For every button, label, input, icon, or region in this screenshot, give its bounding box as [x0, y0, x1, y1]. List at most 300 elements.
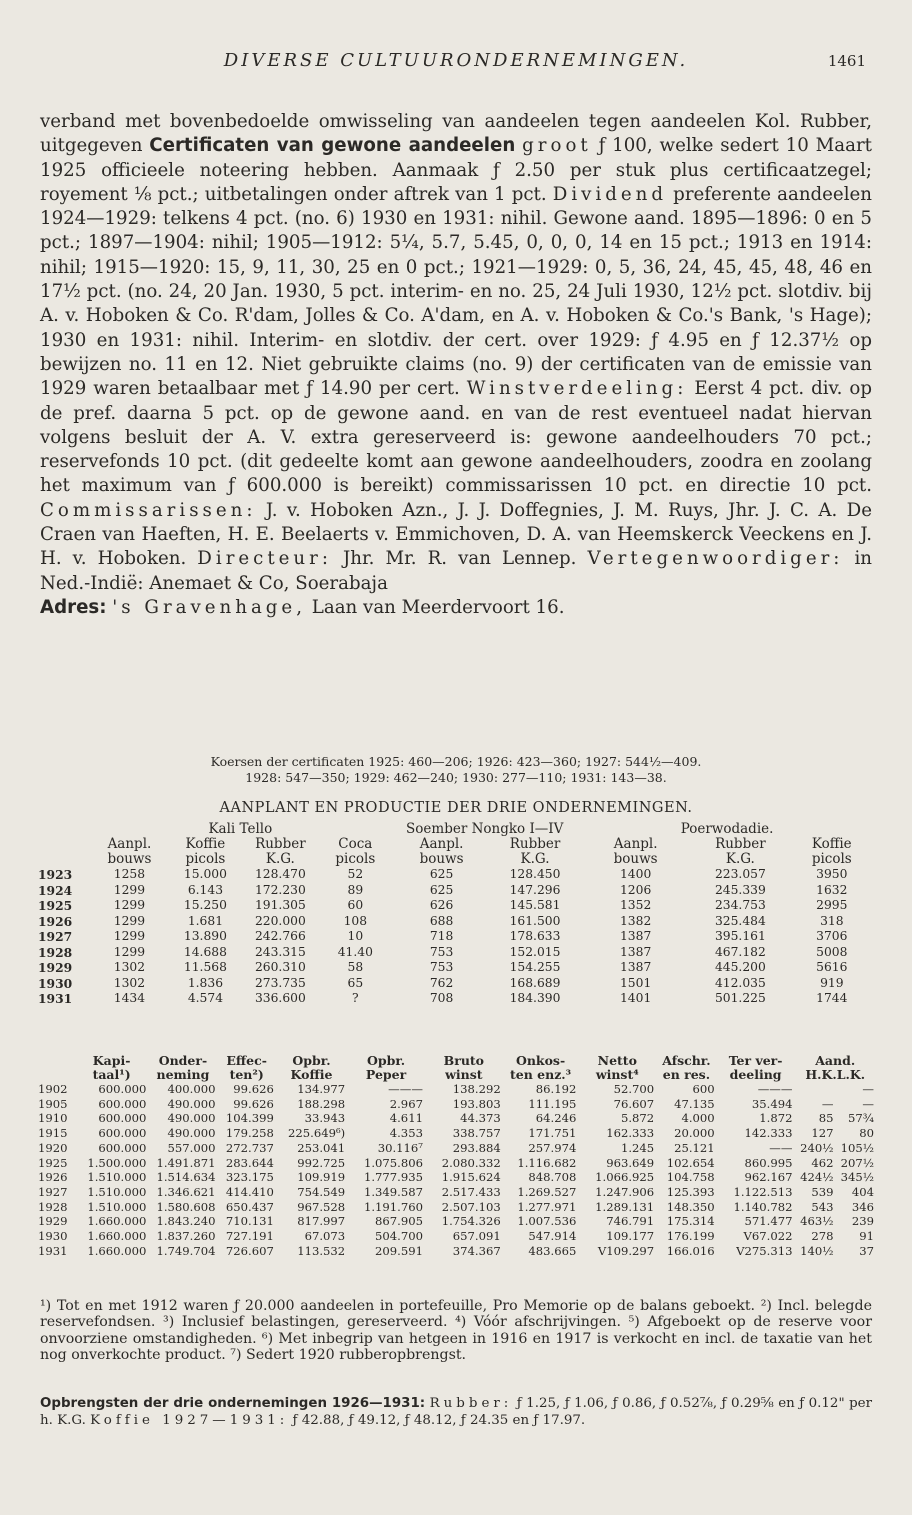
- table-row: [36, 945, 876, 961]
- table-cell: 1387: [619, 929, 652, 943]
- table-cell: 848.708: [528, 1170, 577, 1185]
- year-cell: 1928: [38, 1199, 68, 1214]
- table-cell: 104.758: [666, 1170, 715, 1185]
- year-cell: 1931: [38, 991, 73, 1006]
- table-cell: 33.943: [304, 1111, 346, 1126]
- table-cell: 1.349.587: [363, 1184, 423, 1199]
- table-cell: 13.890: [183, 929, 227, 943]
- text-segment: J. v. Hoboken Azn., J. J. Doffegnies, J. M. Ruys, Jhr. J. C. A. De Craen van Haeften, H. E. Beelaerts v. Emmichoven, D. A. van Heemskerck Veeckens en J. H. v. Hoboken.: [40, 499, 872, 570]
- table-cell: 108: [343, 913, 368, 928]
- table-cell: 178.633: [509, 929, 561, 943]
- table-cell: 207½: [840, 1155, 874, 1170]
- table-cell: 86.192: [535, 1082, 577, 1096]
- table-cell: 134.977: [297, 1082, 346, 1096]
- table-row: [36, 991, 876, 1007]
- table-cell: 1.269.527: [517, 1184, 577, 1199]
- unit-header: K.G.: [265, 851, 295, 867]
- table-cell: 188.298: [297, 1096, 346, 1111]
- table-cell: 395.161: [714, 929, 766, 943]
- table-row: [36, 1097, 876, 1112]
- table-cell: 992.725: [297, 1155, 346, 1170]
- table-cell: 860.995: [744, 1155, 793, 1170]
- table-cell: 1.066.925: [595, 1170, 655, 1185]
- table-cell: 253.041: [297, 1140, 346, 1155]
- column-header: Netto: [597, 1053, 637, 1068]
- empty-cell: [36, 1068, 75, 1082]
- table-cell: 179.258: [225, 1126, 274, 1141]
- table-row: [36, 1244, 876, 1259]
- table-cell: 1.247.906: [595, 1184, 655, 1199]
- table-cell: 1299: [113, 882, 146, 897]
- table-cell: 1.007.536: [517, 1214, 577, 1229]
- year-cell: 1905: [38, 1096, 68, 1111]
- table-cell: 753: [429, 944, 454, 959]
- text-segment: ƒ 100, welke sedert 10 Maart 1925 officieele noteering hebben. Aanmaak ƒ 2.50 per stuk plus certificaatzegel; royement ⅛ pct.; uitbetalingen onder aftrek van 1 pct.: [40, 135, 872, 205]
- table-row: [36, 1082, 876, 1097]
- table-cell: 338.757: [452, 1126, 501, 1141]
- koersen-line-2: 1928: 547—350; 1929: 462—240; 1930: 277—110; 1931: 143—38.: [245, 770, 667, 785]
- text-segment: in Ned.-Indië: Anemaet & Co, Soerabaja: [40, 548, 872, 594]
- table-cell: —: [862, 1096, 874, 1111]
- table-cell: 128.450: [509, 867, 561, 881]
- empty-cell: [36, 852, 89, 867]
- column-header: en res.: [662, 1067, 711, 1082]
- table-cell: 1744: [816, 991, 848, 1005]
- table-row: [36, 914, 876, 930]
- column-header: ten²): [229, 1067, 264, 1082]
- table-cell: 171.751: [528, 1126, 577, 1141]
- column-header: neming: [156, 1067, 210, 1082]
- table-cell: 172.230: [254, 882, 306, 897]
- table-cell: 727.191: [225, 1229, 274, 1244]
- year-cell: 1925: [38, 898, 73, 913]
- table-cell: 1.580.608: [156, 1199, 216, 1214]
- table-cell: 1.660.000: [87, 1229, 147, 1244]
- unit-header: K.G.: [520, 851, 550, 867]
- table-cell: 278: [811, 1229, 834, 1244]
- table-row: [36, 898, 876, 914]
- table-cell: 240½: [800, 1140, 834, 1155]
- table-cell: [794, 1082, 835, 1097]
- table-cell: 4.574: [187, 991, 224, 1005]
- column-header: H.K.L.K.: [805, 1067, 866, 1082]
- column-header-row: [36, 837, 876, 852]
- table-cell: ———: [757, 1082, 793, 1096]
- table-cell: 325.484: [714, 913, 766, 928]
- table-cell: 1.510.000: [87, 1184, 147, 1199]
- table-cell: 148.350: [666, 1199, 715, 1214]
- table-row: [36, 960, 876, 976]
- table-cell: 754.549: [297, 1184, 346, 1199]
- column-header: Rubber: [509, 836, 561, 852]
- table-cell: 1.277.971: [517, 1199, 577, 1214]
- body-text: [40, 110, 872, 620]
- table-cell: ——: [769, 1140, 793, 1155]
- table-cell: 243.315: [254, 944, 306, 959]
- table-cell: 162.333: [606, 1126, 655, 1141]
- table-cell: 125.393: [666, 1184, 715, 1199]
- table-cell: 3950: [816, 867, 848, 881]
- table-cell: 1302: [113, 960, 146, 974]
- table-cell: ———: [388, 1082, 423, 1096]
- table-row: [36, 929, 876, 945]
- table-cell: 5.872: [620, 1111, 655, 1126]
- table-cell: 1401: [619, 991, 652, 1005]
- table-cell: 102.654: [666, 1155, 715, 1170]
- table-cell: 708: [429, 991, 454, 1005]
- table-cell: 15.250: [183, 898, 227, 912]
- year-cell: 1915: [38, 1126, 68, 1141]
- column-header: Kapi-: [92, 1053, 131, 1068]
- table-cell: 445.200: [714, 960, 766, 974]
- table-cell: 1.510.000: [87, 1170, 147, 1185]
- table-cell: 293.884: [452, 1140, 501, 1155]
- table-cell: 5008: [816, 944, 848, 959]
- empty-cell: [36, 822, 89, 837]
- table-row: [36, 1185, 876, 1200]
- table-cell: 762: [429, 975, 454, 990]
- opbrengsten-block: [40, 1395, 872, 1429]
- table-cell: 1.915.624: [441, 1170, 501, 1185]
- unit-header: bouws: [613, 851, 658, 867]
- table-cell: 625: [429, 867, 454, 881]
- table-cell: 52.700: [613, 1082, 655, 1096]
- table-cell: 547.914: [528, 1229, 577, 1244]
- year-cell: 1926: [38, 1170, 68, 1185]
- koffie-label: Koffie 1927—1931:: [90, 1413, 289, 1428]
- column-header: Onkos-: [515, 1053, 566, 1068]
- table-cell: 424½: [800, 1170, 834, 1185]
- table-cell: 105½: [840, 1140, 874, 1155]
- table-cell: 80: [859, 1126, 874, 1141]
- vertegenwoordiger-label: Vertegenwoordiger:: [587, 548, 844, 570]
- table-cell: 234.753: [714, 898, 766, 912]
- table-cell: 374.367: [452, 1243, 501, 1258]
- year-cell: 1925: [38, 1155, 68, 1170]
- table-cell: 57¾: [848, 1111, 874, 1126]
- table-cell: 147.296: [509, 882, 561, 897]
- table-cell: 239: [851, 1214, 874, 1229]
- table-cell: 175.314: [666, 1214, 715, 1229]
- table-cell: 2.517.433: [441, 1184, 501, 1199]
- year-cell: 1931: [38, 1243, 68, 1258]
- running-title: DIVERSE CULTUURONDERNEMINGEN.: [223, 50, 689, 71]
- column-header: Afschr.: [662, 1053, 711, 1068]
- table-cell: 37: [859, 1243, 874, 1258]
- column-header: Opbr.: [366, 1053, 406, 1068]
- table-cell: 220.000: [254, 913, 306, 928]
- table-cell: 1258: [113, 867, 146, 881]
- table-cell: 20.000: [674, 1126, 715, 1141]
- table-cell: 625: [429, 882, 454, 897]
- table-cell: 412.035: [714, 975, 766, 990]
- table-cell: 346: [851, 1199, 874, 1214]
- column-header: taal¹): [92, 1067, 131, 1082]
- year-cell: 1920: [38, 1140, 68, 1155]
- year-cell: 1929: [38, 960, 73, 975]
- column-header: Opbr.: [292, 1053, 331, 1068]
- aanplant-table: [36, 822, 876, 1007]
- table-cell: 113.532: [297, 1243, 346, 1258]
- column-header: Effec-: [226, 1053, 267, 1068]
- year-cell: 1924: [38, 882, 73, 898]
- year-cell: 1930: [38, 975, 73, 991]
- koersen-block: [40, 754, 872, 786]
- table-cell: 490.000: [167, 1096, 216, 1111]
- table-cell: 1.116.682: [517, 1155, 577, 1170]
- winstverdeeling-label: Winstverdeeling:: [466, 378, 688, 400]
- table-cell: 6.143: [187, 882, 224, 897]
- table-cell: 1206: [619, 882, 652, 897]
- table-cell: 193.803: [452, 1096, 501, 1111]
- table-cell: 919: [820, 975, 844, 990]
- table-cell: 539: [811, 1184, 834, 1199]
- table-cell: 4.611: [389, 1111, 423, 1126]
- table-cell: ?: [352, 991, 359, 1005]
- column-header: Ter ver-: [728, 1053, 783, 1068]
- rubber-label: Rubber:: [429, 1396, 513, 1411]
- table-cell: 483.665: [528, 1243, 577, 1258]
- table-cell: 152.015: [509, 944, 561, 959]
- column-header: Aanpl.: [613, 836, 658, 852]
- column-header: Coca: [338, 836, 373, 852]
- table-cell: 1632: [816, 882, 848, 897]
- table-cell: 104.399: [225, 1111, 274, 1126]
- table-cell: 463½: [800, 1214, 834, 1229]
- table-cell: 1.289.131: [595, 1199, 655, 1214]
- table-row: [36, 1126, 876, 1141]
- table-cell: 467.182: [714, 944, 766, 959]
- koersen-line-1: Koersen der certificaten 1925: 460—206; 1926: 423—360; 1927: 544½—409.: [210, 754, 702, 769]
- table-cell: 209.591: [375, 1243, 423, 1258]
- table-cell: 223.057: [714, 867, 766, 881]
- table-cell: 318: [820, 913, 844, 928]
- table-cell: 414.410: [225, 1184, 274, 1199]
- table-cell: 245.339: [714, 882, 766, 897]
- table-cell: 25.121: [674, 1140, 715, 1155]
- table-cell: V275.313: [736, 1243, 793, 1258]
- table-cell: 64.246: [535, 1111, 577, 1126]
- table-cell: 1.346.621: [156, 1184, 216, 1199]
- table-cell: 1387: [619, 960, 652, 974]
- table-cell: 746.791: [606, 1214, 655, 1229]
- table-cell: —: [821, 1096, 834, 1111]
- column-header: Bruto: [443, 1053, 485, 1068]
- adres-street: Laan van Meerdervoort 16.: [311, 596, 565, 618]
- table-cell: V67.022: [743, 1229, 793, 1244]
- table-cell: 111.195: [528, 1096, 577, 1111]
- group-header-row: [36, 822, 876, 837]
- table-cell: 1299: [113, 944, 146, 959]
- table-cell: 726.607: [225, 1243, 274, 1258]
- table-cell: 67.073: [304, 1229, 346, 1244]
- table-cell: 242.766: [254, 929, 306, 943]
- table-cell: 571.477: [744, 1214, 793, 1229]
- table-cell: 176.199: [666, 1229, 715, 1244]
- table-cell: 817.997: [297, 1214, 346, 1229]
- table-cell: 109.919: [297, 1170, 346, 1185]
- adres-city: 's Gravenhage,: [112, 596, 306, 618]
- table-cell: 404: [851, 1184, 874, 1199]
- table-cell: 166.016: [666, 1243, 715, 1258]
- column-header: Onder-: [158, 1053, 208, 1068]
- table-cell: 1.140.782: [733, 1199, 793, 1214]
- table-cell: 60: [347, 898, 364, 912]
- table-cell: 109.177: [606, 1229, 655, 1244]
- table-cell: 3706: [816, 929, 848, 943]
- unit-header: bouws: [107, 851, 152, 867]
- groot-label: groot: [522, 135, 592, 157]
- table-cell: 128.470: [254, 867, 306, 881]
- table-cell: 14.688: [183, 944, 227, 959]
- financial-table: [36, 1054, 876, 1258]
- table-cell: 30.116⁷: [377, 1140, 423, 1155]
- table-cell: 99.626: [233, 1096, 274, 1111]
- empty-cell: [36, 837, 89, 852]
- table-cell: 501.225: [714, 991, 766, 1005]
- page-number: 1461: [827, 52, 866, 70]
- table-cell: 2995: [816, 898, 848, 912]
- table-cell: 2.507.103: [441, 1199, 501, 1214]
- table-cell: 1387: [619, 944, 652, 959]
- table-cell: 688: [429, 913, 454, 928]
- adres-line: [40, 596, 872, 620]
- year-cell: 1923: [38, 867, 73, 882]
- table-row: [36, 1214, 876, 1229]
- unit-header-row: [36, 852, 876, 867]
- unit-header: K.G.: [725, 851, 755, 867]
- table-cell: 400.000: [167, 1082, 216, 1096]
- column-header-row: [36, 1054, 876, 1068]
- table-cell: 1.491.871: [156, 1155, 216, 1170]
- table-row: [36, 867, 876, 883]
- group-soember-nongko: Soember Nongko I—IV: [406, 821, 564, 837]
- table-row: [36, 1200, 876, 1215]
- column-header: Koffie: [185, 836, 226, 852]
- table-cell: 967.528: [297, 1199, 346, 1214]
- table-cell: 626: [429, 898, 454, 912]
- table-cell: 184.390: [509, 991, 561, 1005]
- year-cell: 1928: [38, 944, 73, 960]
- table-cell: 1.754.326: [441, 1214, 501, 1229]
- year-cell: 1926: [38, 913, 73, 929]
- table-cell: 4.000: [681, 1111, 715, 1126]
- year-cell: 1930: [38, 1229, 68, 1244]
- text-segment: verband met bovenbedoelde omwisseling van aandeelen tegen aandeelen Kol. Rubber, uitgegeven: [40, 111, 872, 157]
- group-kali-tello: Kali Tello: [208, 821, 273, 837]
- table-cell: 345½: [840, 1170, 874, 1185]
- opbrengsten-label: Opbrengsten der drie ondernemingen 1926—1931:: [40, 1396, 426, 1411]
- table-cell: 543: [811, 1199, 834, 1214]
- column-header: ten enz.³: [509, 1067, 572, 1082]
- table-cell: 600.000: [98, 1140, 147, 1155]
- table-row: [36, 1156, 876, 1171]
- table-cell: 1.075.806: [363, 1155, 423, 1170]
- table-row: [36, 976, 876, 992]
- table-cell: 1.660.000: [87, 1243, 147, 1258]
- table-cell: 710.131: [225, 1214, 274, 1229]
- table-cell: 504.700: [375, 1229, 423, 1244]
- table-cell: —: [862, 1082, 874, 1096]
- table-cell: 154.255: [509, 960, 561, 974]
- table-cell: 142.333: [744, 1126, 793, 1141]
- directeur-label: Directeur:: [197, 548, 332, 570]
- table-row: [36, 1111, 876, 1126]
- text-segment: preferente aandeelen 1924—1929: telkens 4 pct. (no. 6) 1930 en 1931: nihil. Gewone aand. 1895—1896: 0 en 5 pct.; 1897—1904: nihil; 1905—1912: 5¼, 5.7, 5.45, 0, 0, 0, 14 en 15 pct.; 1913 en 1914: nihil; 1915—1920: 15, 9, 11, 30, 25 en 0 pct.; 1921—1929: 0, 5, 36, 24, 45, 45, 48, 46 en 17½ pct. (no. 24, 20 Jan. 1930, 5 pct. interim- en no. 25, 24 Juli 1930, 12½ pct. slotdiv. bij A. v. Hoboken & Co. R'dam, Jolles & Co. A'dam, en A. v. Hoboken & Co.'s Bank, 's Hage); 1930 en 1931: nihil. Interim- en slotdiv. der cert. over 1929: ƒ 4.95 en ƒ 12.37½ op bewijzen no. 11 en 12. Niet gebruikte claims (no. 9) der certificaten van de emissie van 1929 waren betaalbaar met ƒ 14.90 per cert.: [40, 183, 872, 400]
- table-cell: 10: [347, 929, 364, 943]
- table-cell: 1302: [113, 975, 146, 990]
- table-cell: 1.500.000: [87, 1155, 147, 1170]
- table-cell: 138.292: [452, 1082, 501, 1096]
- table-cell: 257.974: [528, 1140, 577, 1155]
- table-cell: 1.843.240: [156, 1214, 216, 1229]
- table-cell: 140½: [800, 1243, 834, 1258]
- year-cell: 1902: [38, 1082, 68, 1096]
- table-cell: 1400: [619, 867, 652, 881]
- table-cell: 600: [692, 1082, 715, 1096]
- table-cell: 1.749.704: [156, 1243, 216, 1258]
- column-header: Aanpl.: [107, 836, 152, 852]
- table-cell: 145.581: [509, 898, 561, 912]
- table-cell: 273.735: [254, 975, 306, 990]
- column-header: winst: [445, 1067, 483, 1082]
- table-cell: 1.122.513: [733, 1184, 793, 1199]
- unit-header: picols: [185, 851, 226, 867]
- year-cell: 1929: [38, 1214, 68, 1229]
- table-cell: 260.310: [254, 960, 306, 974]
- column-header: Peper: [365, 1067, 407, 1082]
- aanplant-title: AANPLANT EN PRODUCTIE DER DRIE ONDERNEMINGEN.: [219, 800, 693, 816]
- table-cell: 4.353: [389, 1126, 423, 1141]
- table-cell: 1.681: [187, 913, 224, 928]
- table-cell: 272.737: [225, 1140, 274, 1155]
- rubber-prices: ƒ 1.25, ƒ 1.06, ƒ 0.86, ƒ 0.52⅞, ƒ 0.29⅝ en ƒ 0.12" per h. K.G.: [40, 1396, 872, 1428]
- table-cell: 1299: [113, 898, 146, 912]
- table-cell: 11.568: [183, 960, 227, 974]
- table-cell: 225.649⁶): [288, 1126, 346, 1141]
- table-cell: 718: [429, 929, 454, 943]
- company-paragraph: [40, 110, 872, 596]
- table-cell: 1.514.634: [156, 1170, 216, 1185]
- table-cell: 1.836: [187, 975, 224, 990]
- column-header-row-2: [36, 1068, 876, 1082]
- column-header: Rubber: [255, 836, 306, 852]
- table-cell: 44.373: [460, 1111, 501, 1126]
- table-cell: 47.135: [674, 1096, 715, 1111]
- table-cell: 1.660.000: [87, 1214, 147, 1229]
- table-cell: 1.245: [620, 1140, 655, 1155]
- text-segment: Jhr. Mr. R. van Lennep.: [342, 548, 577, 570]
- column-header: Aand.: [815, 1053, 856, 1068]
- group-poerwodadie: Poerwodadie.: [680, 821, 774, 837]
- table-cell: 91: [859, 1229, 874, 1244]
- table-cell: 490.000: [167, 1126, 216, 1141]
- commissarissen-label: Commissarissen:: [40, 499, 257, 521]
- table-cell: 1299: [113, 913, 146, 928]
- table-cell: 5616: [816, 960, 848, 974]
- table-row: [36, 1141, 876, 1156]
- table-cell: 2.080.332: [441, 1155, 501, 1170]
- table-cell: 127: [811, 1126, 834, 1141]
- table-cell: 1.872: [759, 1111, 793, 1126]
- table-cell: 1382: [619, 913, 652, 928]
- table-cell: 283.644: [225, 1155, 274, 1170]
- table-cell: 657.091: [452, 1229, 501, 1244]
- certificaten-heading: Certificaten van gewone aandeelen: [149, 135, 516, 157]
- year-cell: 1910: [38, 1111, 68, 1126]
- table-cell: 1501: [619, 975, 652, 990]
- table-cell: 85: [818, 1111, 834, 1126]
